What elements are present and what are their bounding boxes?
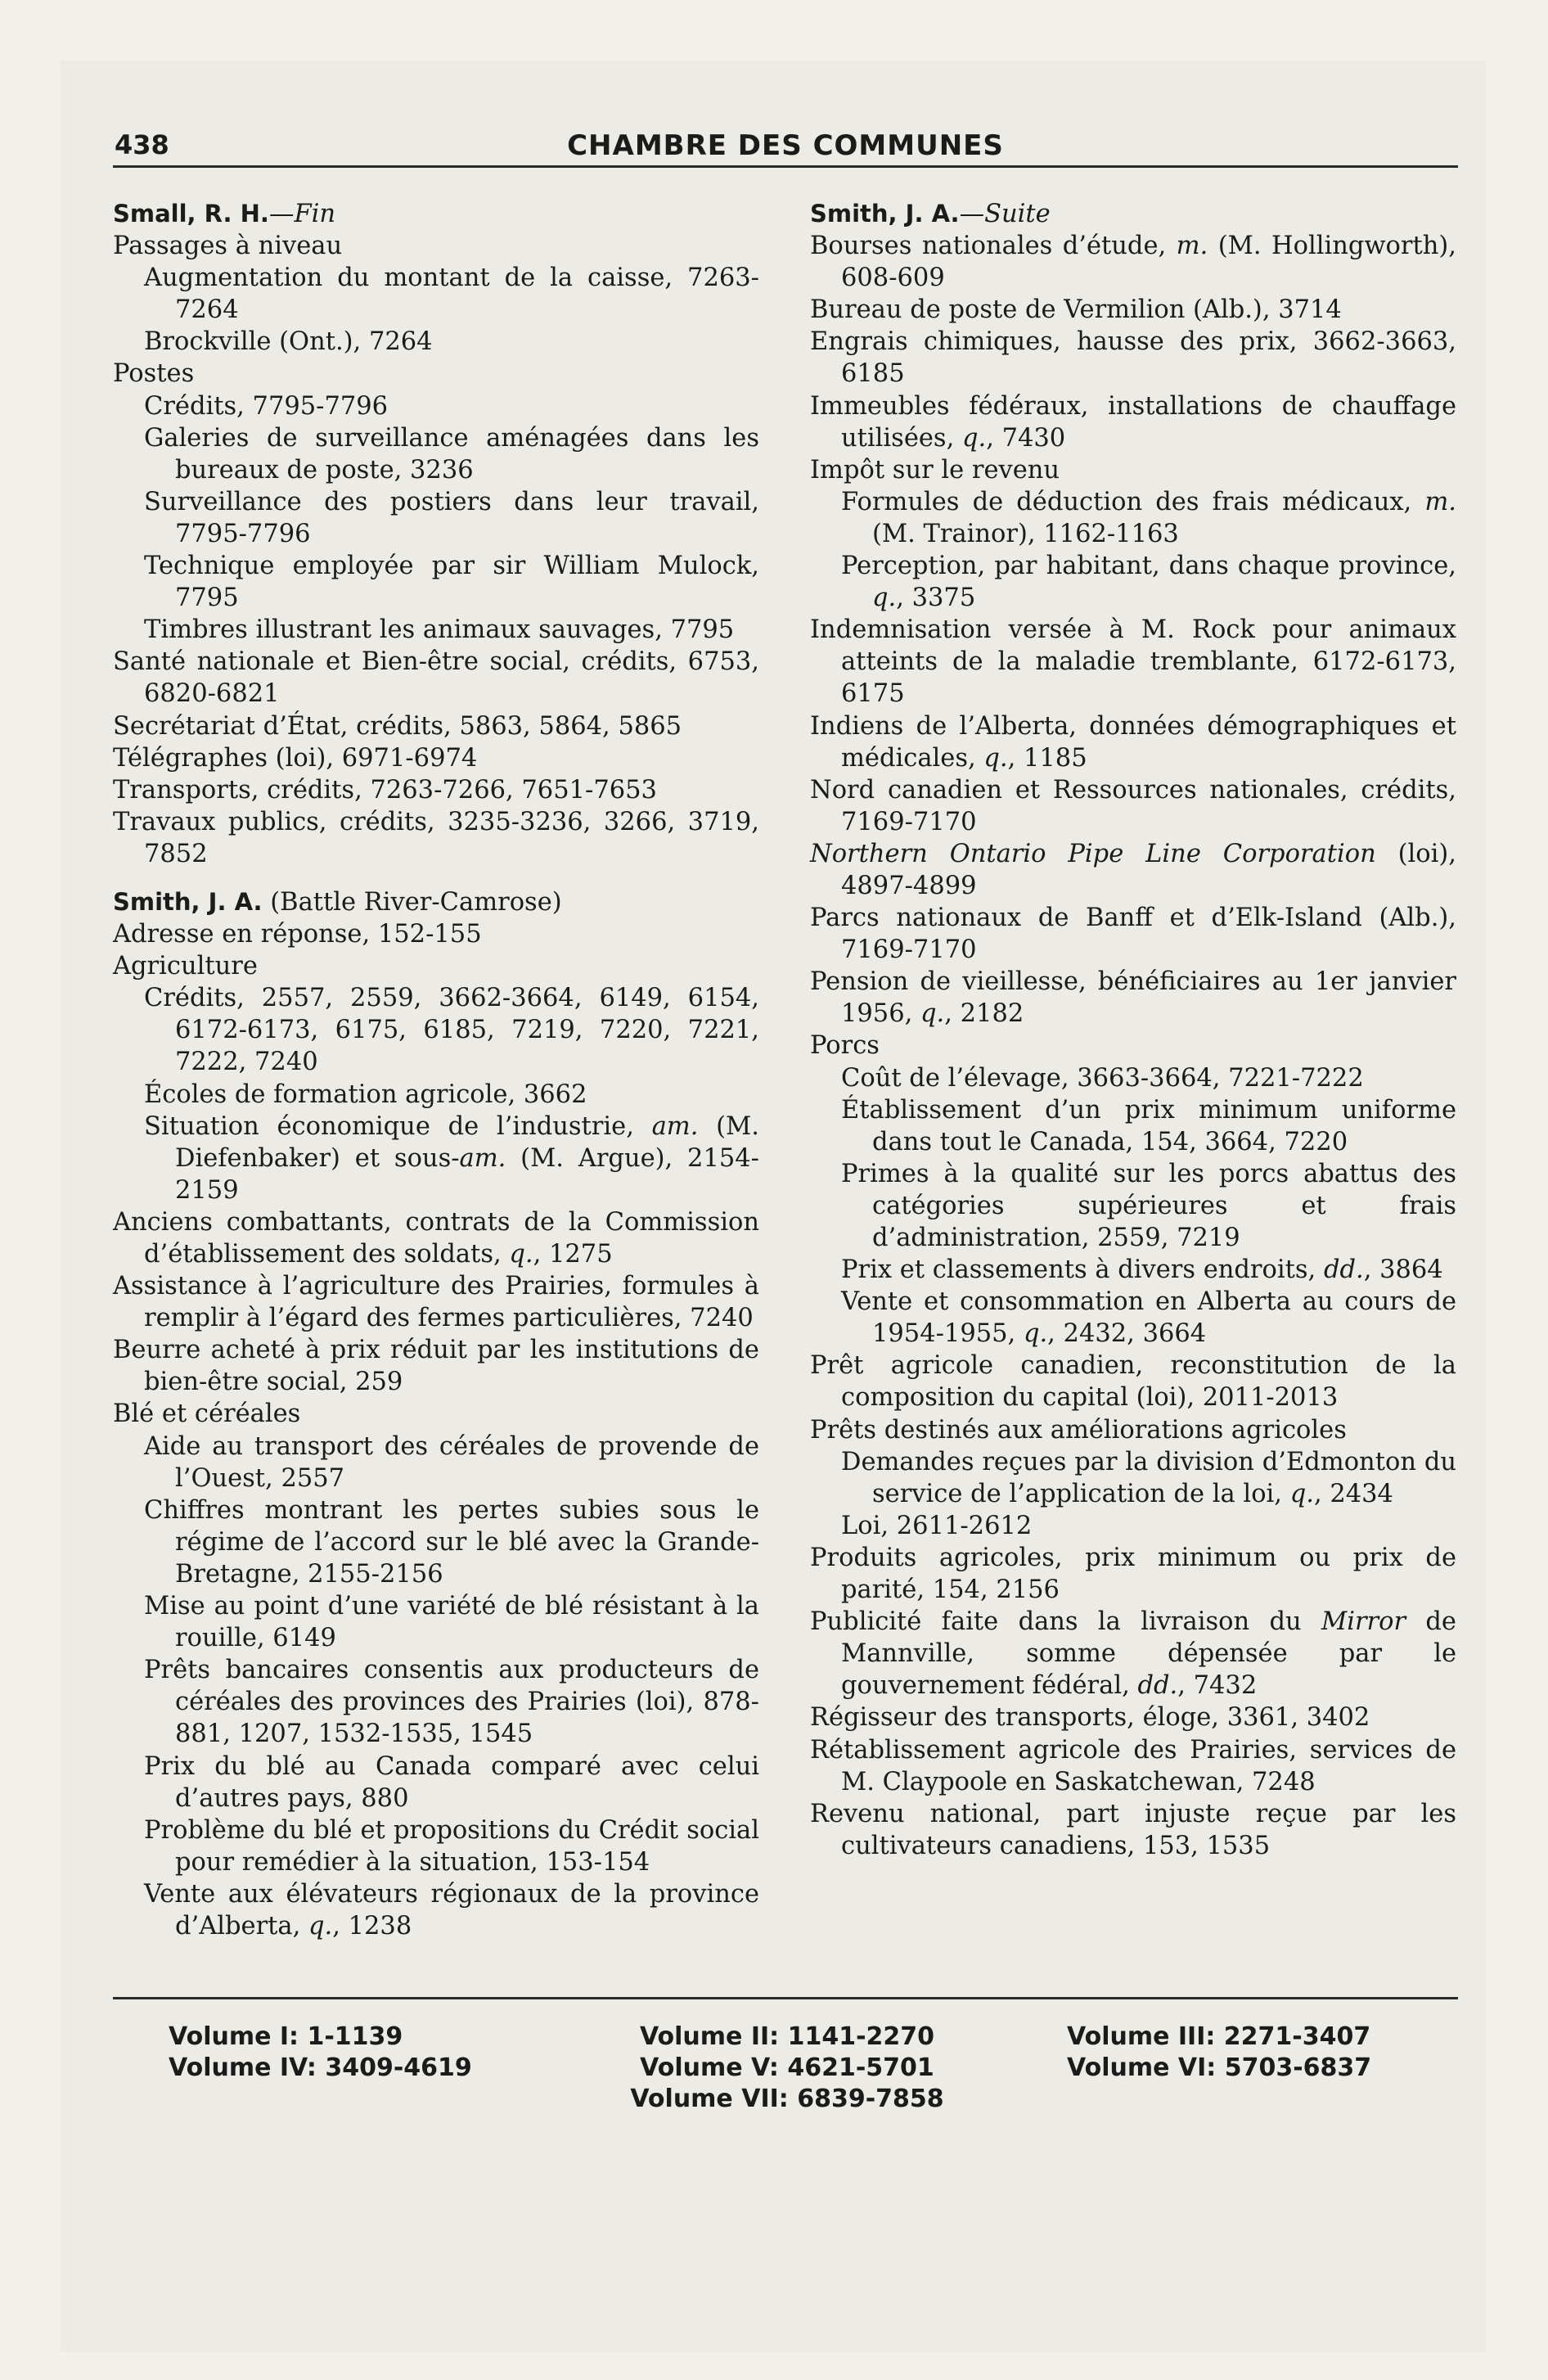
index-subentry: Mise au point d’une variété de blé résistant à la rouille, 6149 (144, 1592, 759, 1653)
entry-text: , 2182 (944, 999, 1024, 1029)
entry-text: (M. Diefenbaker) et sous- (175, 1111, 759, 1173)
index-subentry: Brockville (Ont.), 7264 (144, 327, 433, 357)
index-entry: Travaux publics, crédits, 3235-3236, 3266, 3719, 7852 (113, 807, 759, 868)
index-subentry: Établissement d’un prix minimum uniforme dans tout le Canada, 154, 3664, 7220 (841, 1095, 1456, 1156)
entry-text: , 7430 (986, 423, 1066, 453)
entry-text: Vente et consommation en Alberta au cours de 1954-1955, (841, 1287, 1456, 1349)
index-subentry: Augmentation du montant de la caisse, 7263-7264 (144, 264, 759, 325)
entry-text: Perception, par habitant, dans chaque province, (841, 552, 1456, 581)
index-entry: Parcs nationaux de Banff et d’Elk-Island (Alb.), 7169-7170 (810, 904, 1456, 965)
volume-range: Volume VII: 6839-7858 (630, 2085, 944, 2113)
index-subentry (113, 1111, 759, 1206)
index-entry (810, 966, 1456, 1030)
volume-range: Volume II: 1141-2270 (639, 2022, 935, 2051)
entry-text: , 3864 (1363, 1255, 1443, 1285)
index-subentry: Crédits, 7795-7796 (144, 391, 389, 421)
index-entry: Adresse en réponse, 152-155 (113, 920, 482, 949)
index-entry: Rétablissement agricole des Prairies, services de M. Claypoole en Saskatchewan, 7248 (810, 1735, 1456, 1796)
entry-italic-text: q. (872, 584, 897, 613)
index-subentry: Crédits, 2557, 2559, 3662-3664, 6149, 6154, 6172-6173, 6175, 6185, 7219, 7220, 7221, 7222, 7240 (144, 984, 759, 1077)
index-entry: Agriculture (113, 952, 258, 981)
index-entry: Nord canadien et Ressources nationales, crédits, 7169-7170 (810, 775, 1456, 836)
entry-text: de Mannville, somme dépensée par le gouvernement fédéral, (841, 1607, 1456, 1701)
volume-key-column-3 (1067, 2022, 1427, 2084)
entry-text: Immeubles fédéraux, installations de chauffage utilisées, (810, 391, 1456, 453)
member-name: Smith, J. A. (113, 887, 263, 916)
index-subentry (810, 550, 1456, 614)
entry-italic-text: q. (1289, 1479, 1314, 1508)
index-entry: Impôt sur le revenu (810, 455, 1060, 485)
entry-italic-text: am. (651, 1111, 699, 1141)
entry-text: , 7432 (1177, 1671, 1258, 1701)
index-entry: Revenu national, part injuste reçue par les cultivateurs canadiens, 153, 1535 (810, 1799, 1456, 1860)
index-entry: Postes (113, 359, 195, 389)
index-subentry: Écoles de formation agricole, 3662 (144, 1080, 587, 1109)
entry-text: Demandes reçues par la division d’Edmonton du service de l’application de la loi, (841, 1447, 1456, 1508)
volume-key-column-2 (607, 2022, 967, 2115)
index-subentry: Prix du blé au Canada comparé avec celui d’autres pays, 880 (144, 1751, 759, 1813)
entry-italic-text: am. (459, 1143, 506, 1173)
entry-text: , 1185 (1007, 743, 1087, 773)
volume-range: Volume V: 4621-5701 (640, 2053, 934, 2082)
entry-text: , 3375 (896, 584, 976, 613)
entry-text: Pension de vieillesse, bénéficiaires au 1er janvier 1956, (810, 967, 1456, 1029)
entry-text: Anciens combattants, contrats de la Commission d’établissement des soldats, (113, 1207, 759, 1269)
index-entry: Engrais chimiques, hausse des prix, 3662-3663, 6185 (810, 327, 1456, 389)
index-entry: Passages à niveau (113, 232, 343, 261)
entry-text: Bourses nationales d’étude, (810, 232, 1177, 261)
entry-italic-text: m. (1424, 487, 1456, 516)
index-subentry (810, 1446, 1456, 1510)
entry-text: , 2432, 3664 (1047, 1319, 1207, 1349)
volume-range: Volume IV: 3409-4619 (169, 2053, 472, 2082)
index-entry (810, 710, 1456, 774)
index-entry: Régisseur des transports, éloge, 3361, 3402 (810, 1703, 1370, 1733)
index-subentry: Primes à la qualité sur les porcs abattus des catégories supérieures et frais d’administration, 2559, 7219 (841, 1159, 1456, 1252)
index-subentry: Timbres illustrant les animaux sauvages, 7795 (144, 615, 735, 645)
entry-italic-text: q. (1023, 1319, 1048, 1349)
index-entry: Prêt agricole canadien, reconstitution de la composition du capital (loi), 2011-2013 (810, 1351, 1456, 1413)
index-entry: Secrétariat d’État, crédits, 5863, 5864, 5865 (113, 711, 682, 741)
index-subentry: Chiffres montrant les pertes subies sous le régime de l’accord sur le blé avec la Grande-Bretagne, 2155-2156 (144, 1495, 759, 1589)
index-entry (810, 390, 1456, 454)
entry-text: , 2434 (1313, 1479, 1393, 1508)
entry-text: (loi), 4897-4899 (841, 839, 1456, 900)
page-header (113, 124, 1458, 168)
index-entry: Prêts destinés aux améliorations agricoles (810, 1415, 1347, 1445)
entry-text: (Battle River-Camrose) (262, 887, 562, 917)
volume-range: Volume I: 1-1139 (169, 2022, 403, 2051)
index-entry: Blé et céréales (113, 1400, 301, 1429)
entry-text: (M. Argue), 2154-2159 (175, 1143, 759, 1205)
entry-italic-text: dd. (1323, 1255, 1364, 1285)
index-entry (810, 838, 1456, 902)
volume-range: Volume III: 2271-3407 (1067, 2022, 1371, 2051)
index-subentry: Technique employée par sir William Mulock, 7795 (144, 552, 759, 613)
index-entry (113, 1206, 759, 1270)
index-heading (113, 198, 759, 230)
index-subentry: Aide au transport des céréales de provende de l’Ouest, 2557 (144, 1431, 759, 1493)
index-entry: Produits agricoles, prix minimum ou prix de parité, 154, 2156 (810, 1543, 1456, 1605)
index-entry (810, 1606, 1456, 1702)
index-subentry: Coût de l’élevage, 3663-3664, 7221-7222 (841, 1063, 1364, 1093)
entry-italic-text: m. (1176, 232, 1208, 261)
index-entry: Beurre acheté à prix réduit par les institutions de bien-être social, 259 (113, 1336, 759, 1397)
index-entry: Bureau de poste de Vermilion (Alb.), 3714 (810, 295, 1342, 325)
index-entry: Santé nationale et Bien-être social, crédits, 6753, 6820-6821 (113, 647, 759, 709)
index-subentry: Problème du blé et propositions du Crédit social pour remédier à la situation, 153-154 (144, 1815, 759, 1877)
index-column-right (810, 198, 1456, 1862)
entry-text: , 1275 (533, 1240, 613, 1269)
entry-text: Prix et classements à divers endroits, (841, 1255, 1324, 1285)
entry-text: Vente aux élévateurs régionaux de la province d’Alberta, (144, 1879, 759, 1941)
index-entry: Télégraphes (loi), 6971-6974 (113, 743, 478, 773)
index-subentry: Surveillance des postiers dans leur travail, 7795-7796 (144, 487, 759, 548)
volume-range: Volume VI: 5703-6837 (1067, 2053, 1372, 2082)
index-subentry: Prêts bancaires consentis aux producteurs de céréales des provinces des Prairies (loi), 878-881, 1207, 1532-1535, 1545 (144, 1656, 759, 1749)
entry-text: Formules de déduction des frais médicaux, (841, 487, 1425, 516)
entry-text: Publicité faite dans la livraison du (810, 1607, 1321, 1637)
page-number: 438 (115, 129, 169, 160)
entry-italic-text: q. (308, 1911, 333, 1941)
index-column-left (113, 198, 759, 1942)
index-subentry (113, 1878, 759, 1942)
index-subentry: Galeries de surveillance aménagées dans les bureaux de poste, 3236 (144, 423, 759, 485)
entry-italic-text: q. (983, 743, 1008, 773)
entry-text: , 1238 (332, 1911, 412, 1941)
member-name: Smith, J. A. (810, 200, 960, 228)
entry-text: Indiens de l’Alberta, données démographiques et médicales, (810, 711, 1456, 773)
entry-italic-text: —Fin (268, 200, 335, 228)
entry-italic-text: q. (509, 1240, 533, 1269)
index-entry: Porcs (810, 1031, 880, 1061)
entry-italic-text: dd. (1137, 1671, 1178, 1701)
entry-text: (M. Hollingworth), 608-609 (841, 232, 1456, 293)
index-subentry (810, 486, 1456, 550)
index-entry: Indemnisation versée à M. Rock pour animaux atteints de la maladie tremblante, 6172-6173, 6175 (810, 615, 1456, 709)
entry-italic-text: Mirror (1321, 1607, 1406, 1637)
entry-text: (M. Trainor), 1162-1163 (872, 519, 1179, 548)
index-subentry (810, 1254, 1456, 1286)
index-entry: Assistance à l’agriculture des Prairies, formules à remplir à l’égard des fermes particulières, 7240 (113, 1272, 759, 1333)
footer-divider (113, 1997, 1458, 1999)
index-heading (810, 198, 1456, 230)
running-title: CHAMBRE DES COMMUNES (567, 129, 1004, 162)
entry-text: Situation économique de l’industrie, (144, 1111, 652, 1141)
volume-key-column-1 (169, 2022, 529, 2084)
index-subentry: Loi, 2611-2612 (841, 1511, 1033, 1540)
member-name: Small, R. H. (113, 200, 269, 228)
entry-italic-text: q. (961, 423, 987, 453)
index-subentry (810, 1286, 1456, 1350)
index-entry (810, 230, 1456, 294)
entry-italic-text: Northern Ontario Pipe Line Corporation (810, 839, 1376, 868)
index-heading (113, 886, 759, 918)
entry-italic-text: q. (920, 999, 945, 1029)
index-entry: Transports, crédits, 7263-7266, 7651-7653 (113, 775, 657, 805)
entry-italic-text: —Suite (959, 200, 1051, 228)
